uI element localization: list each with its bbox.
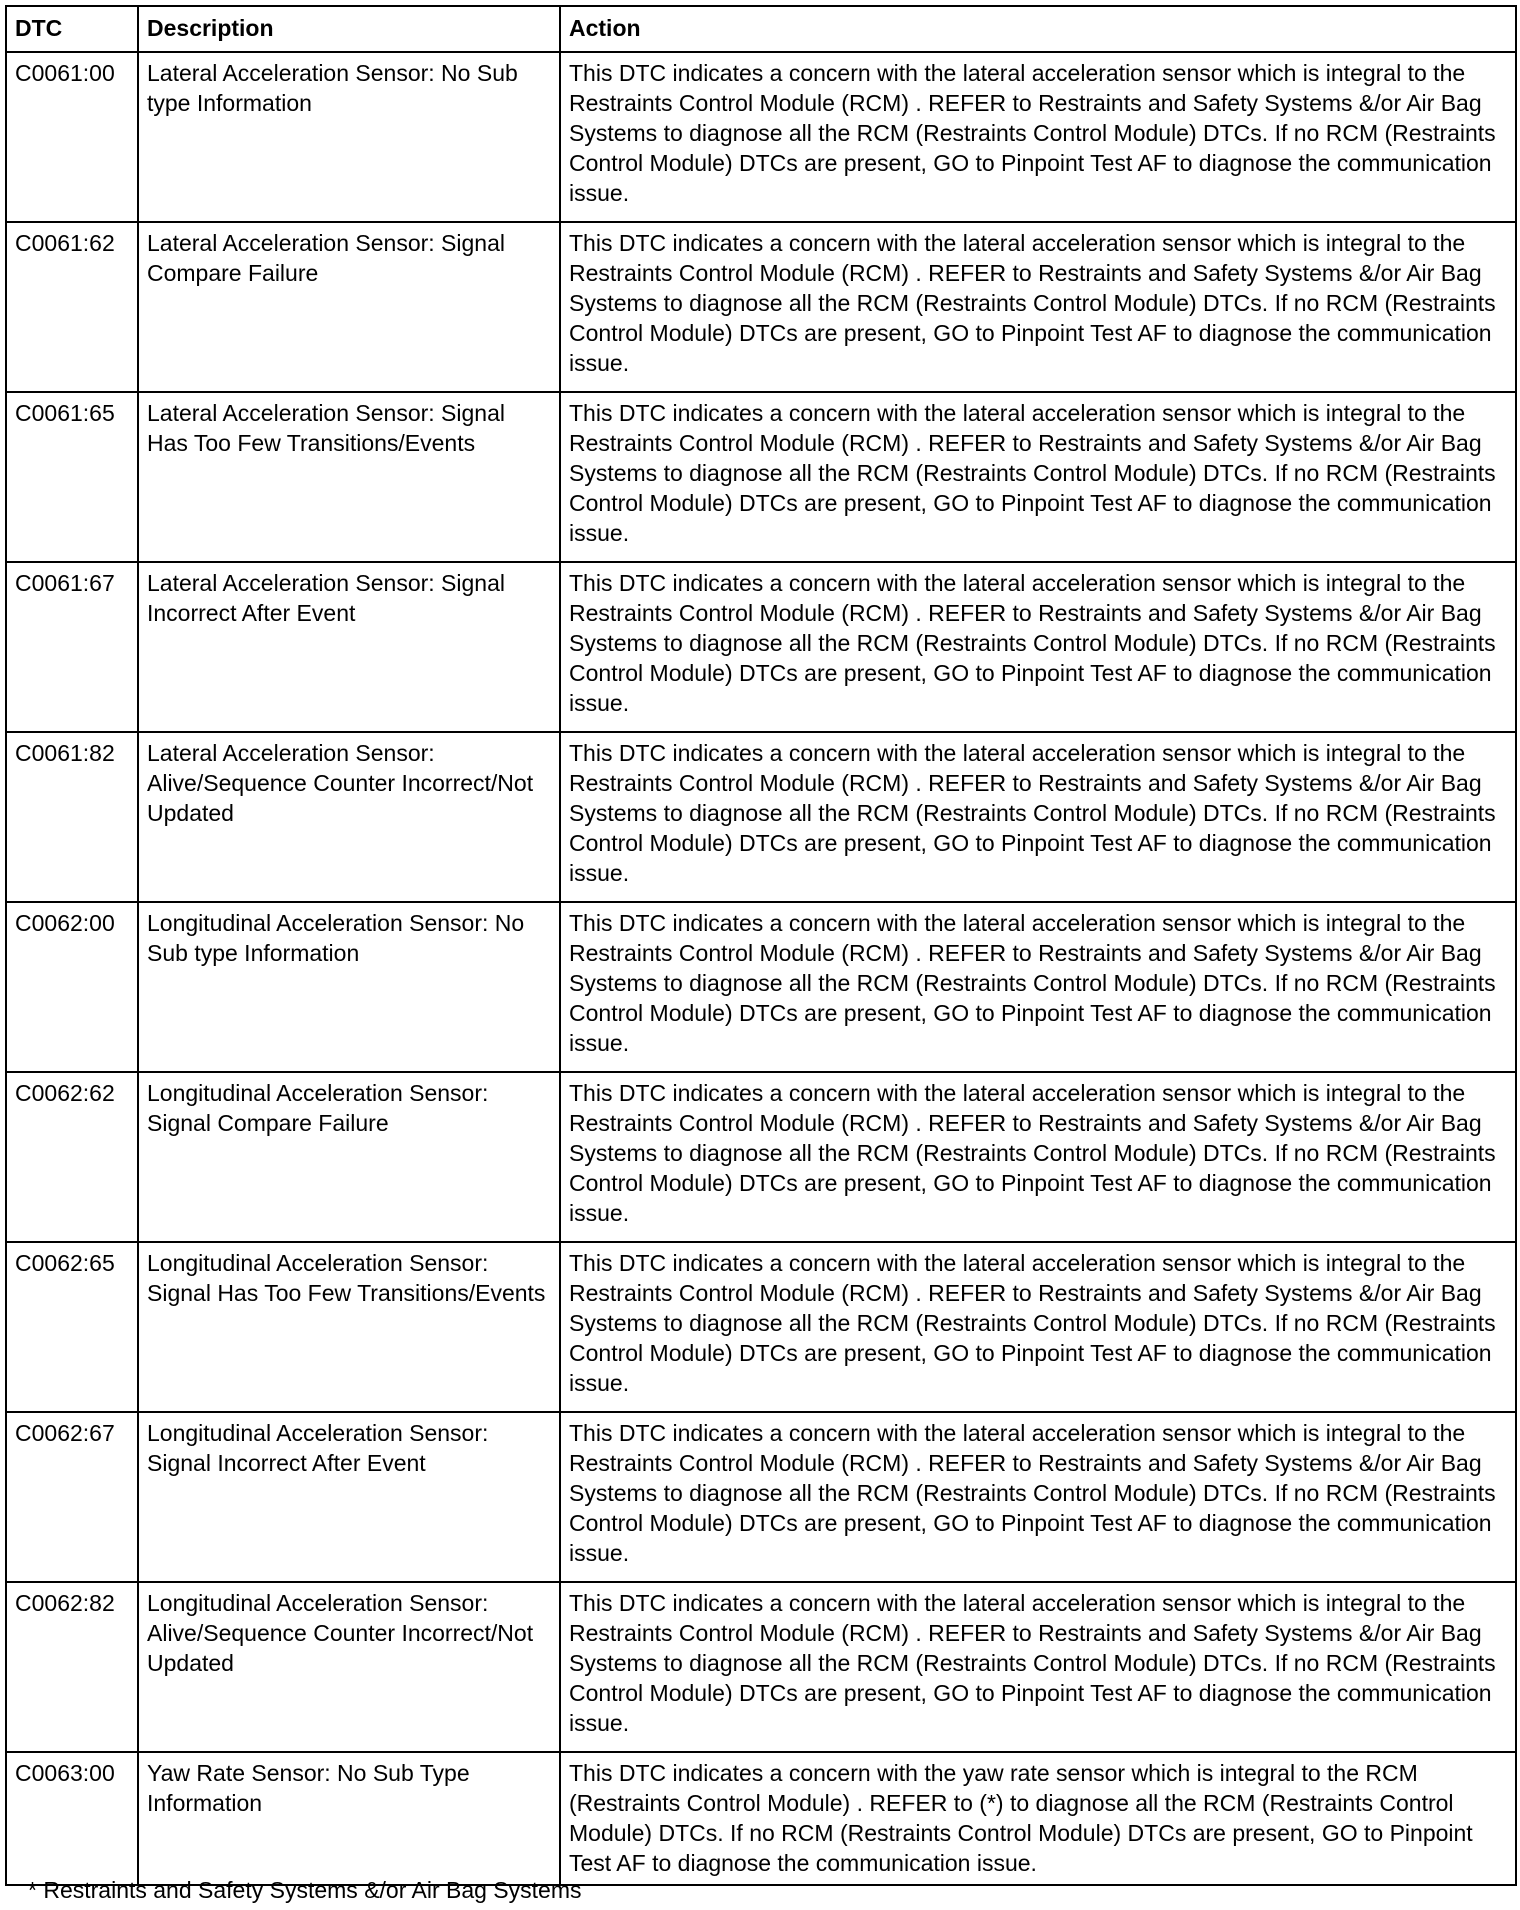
dtc-description: Longitudinal Acceleration Sensor: Signal Compare Failure (138, 1072, 560, 1242)
dtc-code: C0061:00 (6, 52, 138, 222)
dtc-description: Lateral Acceleration Sensor: Signal Compare Failure (138, 222, 560, 392)
dtc-code: C0062:67 (6, 1412, 138, 1582)
dtc-description: Lateral Acceleration Sensor: Signal Incorrect After Event (138, 562, 560, 732)
dtc-code: C0061:82 (6, 732, 138, 902)
table-row (6, 732, 1516, 902)
header-description: Description (138, 6, 560, 52)
table-row (6, 52, 1516, 222)
table-row (6, 1072, 1516, 1242)
table-row (6, 1582, 1516, 1752)
dtc-action: This DTC indicates a concern with the lateral acceleration sensor which is integral to the Restraints Control Module (RCM) . REFER to Restraints and Safety Systems &/or Air Bag Systems to diagnose all the RCM (Restraints Control Module) DTCs. If no RCM (Restraints Control Module) DTCs are present, GO to Pinpoint Test AF to diagnose the communication issue. (560, 1412, 1516, 1582)
dtc-action: This DTC indicates a concern with the lateral acceleration sensor which is integral to the Restraints Control Module (RCM) . REFER to Restraints and Safety Systems &/or Air Bag Systems to diagnose all the RCM (Restraints Control Module) DTCs. If no RCM (Restraints Control Module) DTCs are present, GO to Pinpoint Test AF to diagnose the communication issue. (560, 562, 1516, 732)
dtc-code: C0062:82 (6, 1582, 138, 1752)
dtc-description: Yaw Rate Sensor: No Sub Type Information (138, 1752, 560, 1885)
dtc-action: This DTC indicates a concern with the lateral acceleration sensor which is integral to the Restraints Control Module (RCM) . REFER to Restraints and Safety Systems &/or Air Bag Systems to diagnose all the RCM (Restraints Control Module) DTCs. If no RCM (Restraints Control Module) DTCs are present, GO to Pinpoint Test AF to diagnose the communication issue. (560, 902, 1516, 1072)
dtc-action: This DTC indicates a concern with the lateral acceleration sensor which is integral to the Restraints Control Module (RCM) . REFER to Restraints and Safety Systems &/or Air Bag Systems to diagnose all the RCM (Restraints Control Module) DTCs. If no RCM (Restraints Control Module) DTCs are present, GO to Pinpoint Test AF to diagnose the communication issue. (560, 222, 1516, 392)
table-row (6, 1752, 1516, 1885)
table-row (6, 222, 1516, 392)
dtc-description: Longitudinal Acceleration Sensor: No Sub type Information (138, 902, 560, 1072)
table-row (6, 392, 1516, 562)
table-header-row (6, 6, 1516, 52)
dtc-action: This DTC indicates a concern with the lateral acceleration sensor which is integral to the Restraints Control Module (RCM) . REFER to Restraints and Safety Systems &/or Air Bag Systems to diagnose all the RCM (Restraints Control Module) DTCs. If no RCM (Restraints Control Module) DTCs are present, GO to Pinpoint Test AF to diagnose the communication issue. (560, 52, 1516, 222)
dtc-description: Lateral Acceleration Sensor: Signal Has Too Few Transitions/Events (138, 392, 560, 562)
dtc-description: Longitudinal Acceleration Sensor: Signal Has Too Few Transitions/Events (138, 1242, 560, 1412)
table-row (6, 902, 1516, 1072)
dtc-action: This DTC indicates a concern with the lateral acceleration sensor which is integral to the Restraints Control Module (RCM) . REFER to Restraints and Safety Systems &/or Air Bag Systems to diagnose all the RCM (Restraints Control Module) DTCs. If no RCM (Restraints Control Module) DTCs are present, GO to Pinpoint Test AF to diagnose the communication issue. (560, 1242, 1516, 1412)
dtc-description: Longitudinal Acceleration Sensor: Signal Incorrect After Event (138, 1412, 560, 1582)
dtc-code: C0061:62 (6, 222, 138, 392)
dtc-code: C0063:00 (6, 1752, 138, 1885)
dtc-code: C0062:00 (6, 902, 138, 1072)
dtc-code: C0061:67 (6, 562, 138, 732)
dtc-action: This DTC indicates a concern with the lateral acceleration sensor which is integral to the Restraints Control Module (RCM) . REFER to Restraints and Safety Systems &/or Air Bag Systems to diagnose all the RCM (Restraints Control Module) DTCs. If no RCM (Restraints Control Module) DTCs are present, GO to Pinpoint Test AF to diagnose the communication issue. (560, 1072, 1516, 1242)
dtc-action: This DTC indicates a concern with the lateral acceleration sensor which is integral to the Restraints Control Module (RCM) . REFER to Restraints and Safety Systems &/or Air Bag Systems to diagnose all the RCM (Restraints Control Module) DTCs. If no RCM (Restraints Control Module) DTCs are present, GO to Pinpoint Test AF to diagnose the communication issue. (560, 1582, 1516, 1752)
footnote: * Restraints and Safety Systems &/or Air Bag Systems (28, 1877, 582, 1903)
dtc-action: This DTC indicates a concern with the lateral acceleration sensor which is integral to the Restraints Control Module (RCM) . REFER to Restraints and Safety Systems &/or Air Bag Systems to diagnose all the RCM (Restraints Control Module) DTCs. If no RCM (Restraints Control Module) DTCs are present, GO to Pinpoint Test AF to diagnose the communication issue. (560, 732, 1516, 902)
table-row (6, 1412, 1516, 1582)
dtc-action: This DTC indicates a concern with the yaw rate sensor which is integral to the RCM (Restraints Control Module) . REFER to (*) to diagnose all the RCM (Restraints Control Module) DTCs. If no RCM (Restraints Control Module) DTCs are present, GO to Pinpoint Test AF to diagnose the communication issue. (560, 1752, 1516, 1885)
table-row (6, 1242, 1516, 1412)
dtc-code: C0061:65 (6, 392, 138, 562)
dtc-description: Lateral Acceleration Sensor: Alive/Sequence Counter Incorrect/Not Updated (138, 732, 560, 902)
header-action: Action (560, 6, 1516, 52)
table-row (6, 562, 1516, 732)
dtc-code: C0062:65 (6, 1242, 138, 1412)
header-dtc: DTC (6, 6, 138, 52)
dtc-code: C0062:62 (6, 1072, 138, 1242)
dtc-action: This DTC indicates a concern with the lateral acceleration sensor which is integral to the Restraints Control Module (RCM) . REFER to Restraints and Safety Systems &/or Air Bag Systems to diagnose all the RCM (Restraints Control Module) DTCs. If no RCM (Restraints Control Module) DTCs are present, GO to Pinpoint Test AF to diagnose the communication issue. (560, 392, 1516, 562)
dtc-description: Lateral Acceleration Sensor: No Sub type Information (138, 52, 560, 222)
dtc-table (5, 5, 1517, 1886)
dtc-description: Longitudinal Acceleration Sensor: Alive/Sequence Counter Incorrect/Not Updated (138, 1582, 560, 1752)
